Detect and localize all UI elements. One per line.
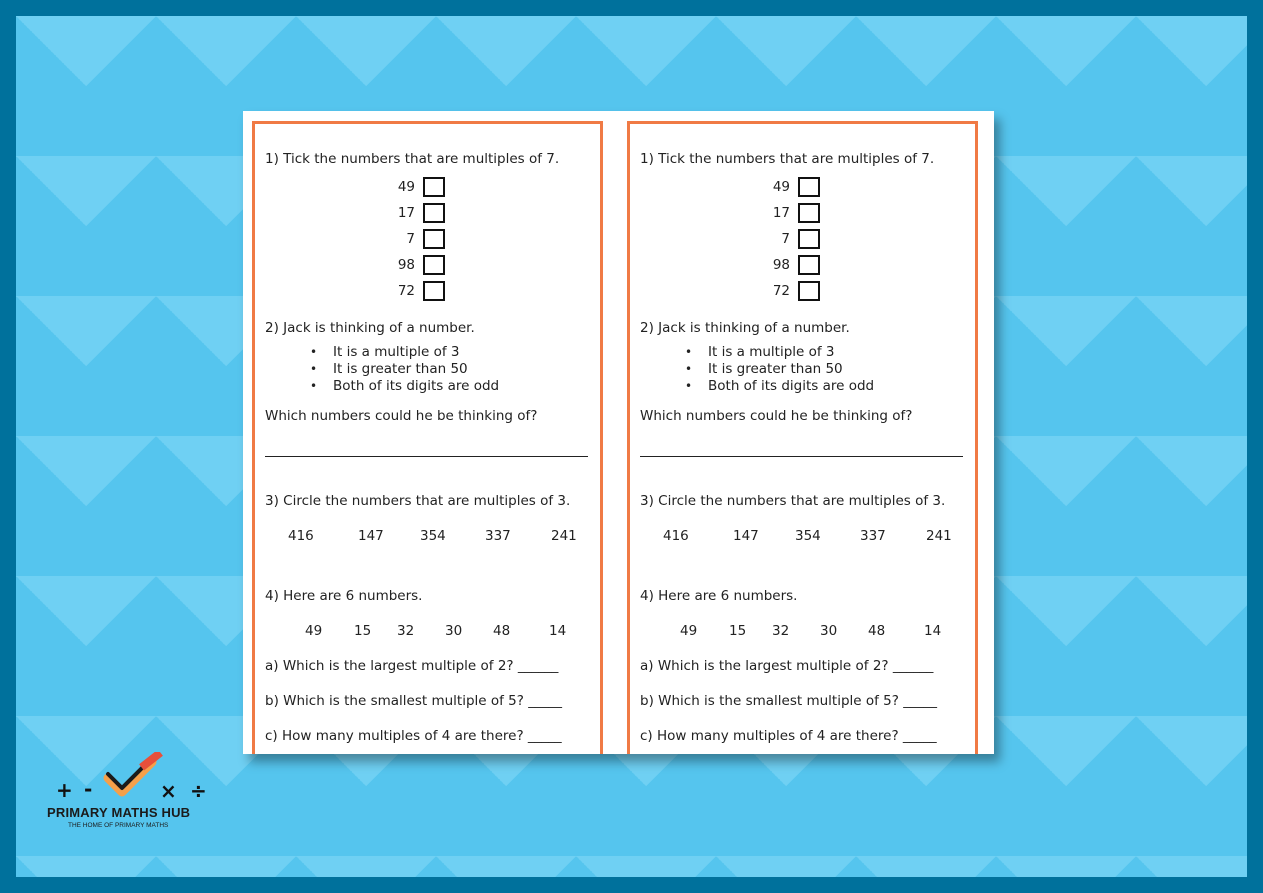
tick-row (750, 203, 820, 225)
question-1-text: 1) Tick the numbers that are multiples of 7. (265, 151, 560, 167)
circle-number: 147 (358, 528, 384, 544)
which-numbers-prompt: Which numbers could he be thinking of? (640, 408, 913, 424)
plus-icon: + (56, 778, 73, 802)
tick-number: 49 (772, 179, 790, 195)
six-number: 32 (397, 623, 415, 639)
circle-number: 354 (795, 528, 821, 544)
tick-number: 98 (397, 257, 415, 273)
tick-checkbox[interactable] (423, 203, 445, 223)
question-2-text: 2) Jack is thinking of a number. (265, 320, 475, 336)
circle-number: 416 (663, 528, 689, 544)
multiply-icon: × (160, 779, 177, 803)
tick-row (375, 203, 445, 225)
six-number: 32 (772, 623, 790, 639)
circle-number: 241 (551, 528, 577, 544)
six-number: 49 (680, 623, 698, 639)
tick-row (375, 177, 445, 199)
tick-checkbox[interactable] (423, 177, 445, 197)
worksheet-sheet (243, 111, 994, 754)
question-3-text: 3) Circle the numbers that are multiples of 3. (265, 493, 571, 509)
logo-title: PRIMARY MATHS HUB (47, 805, 191, 820)
tick-row (750, 177, 820, 199)
circle-number: 416 (288, 528, 314, 544)
tick-number: 17 (397, 205, 415, 221)
answer-line (265, 456, 588, 457)
six-number: 15 (354, 623, 372, 639)
tick-number: 17 (772, 205, 790, 221)
six-number: 14 (549, 623, 567, 639)
clue-list (685, 344, 874, 395)
circle-number: 337 (860, 528, 886, 544)
logo-subtitle: THE HOME OF PRIMARY MATHS (68, 822, 169, 829)
tick-row (375, 281, 445, 303)
question-2-text: 2) Jack is thinking of a number. (640, 320, 850, 336)
question-4-text: 4) Here are 6 numbers. (640, 588, 798, 604)
tick-row (375, 229, 445, 251)
tick-checkbox[interactable] (423, 281, 445, 301)
circle-number: 337 (485, 528, 511, 544)
question-4-text: 4) Here are 6 numbers. (265, 588, 423, 604)
tick-checkbox[interactable] (798, 255, 820, 275)
question-4b-text: b) Which is the smallest multiple of 5? _____ (640, 693, 937, 709)
tick-number: 72 (397, 283, 415, 299)
clue-item: • Both of its digits are odd (685, 378, 874, 395)
tick-checkbox[interactable] (798, 203, 820, 223)
tick-number: 7 (781, 231, 790, 247)
circle-number: 354 (420, 528, 446, 544)
worksheet-card-left (252, 121, 603, 754)
tick-row (750, 255, 820, 277)
clue-item: • It is a multiple of 3 (310, 344, 499, 361)
six-number: 30 (820, 623, 838, 639)
six-number: 30 (445, 623, 463, 639)
worksheet-card-right (627, 121, 978, 754)
question-4a-text: a) Which is the largest multiple of 2? ______ (265, 658, 559, 674)
tick-number: 49 (397, 179, 415, 195)
tick-row (750, 229, 820, 251)
tick-row (750, 281, 820, 303)
tick-checkbox[interactable] (798, 177, 820, 197)
six-number: 49 (305, 623, 323, 639)
circle-number: 241 (926, 528, 952, 544)
divide-icon: ÷ (190, 779, 207, 803)
clue-item: • It is greater than 50 (310, 361, 499, 378)
question-4c-text: c) How many multiples of 4 are there? _____ (265, 728, 562, 744)
primary-maths-hub-logo (44, 752, 224, 832)
tick-checkbox[interactable] (423, 229, 445, 249)
tick-checkbox[interactable] (798, 229, 820, 249)
question-4c-text: c) How many multiples of 4 are there? _____ (640, 728, 937, 744)
tick-checkbox[interactable] (423, 255, 445, 275)
circle-number: 147 (733, 528, 759, 544)
six-number: 14 (924, 623, 942, 639)
question-1-text: 1) Tick the numbers that are multiples of 7. (640, 151, 935, 167)
six-number: 48 (868, 623, 886, 639)
tick-number: 72 (772, 283, 790, 299)
clue-list (310, 344, 499, 395)
question-4b-text: b) Which is the smallest multiple of 5? _____ (265, 693, 562, 709)
tick-row (375, 255, 445, 277)
minus-icon: - (84, 777, 93, 801)
clue-item: • It is greater than 50 (685, 361, 874, 378)
logo-icon (44, 752, 224, 804)
question-4a-text: a) Which is the largest multiple of 2? ______ (640, 658, 934, 674)
which-numbers-prompt: Which numbers could he be thinking of? (265, 408, 538, 424)
answer-line (640, 456, 963, 457)
tick-number: 7 (406, 231, 415, 247)
question-3-text: 3) Circle the numbers that are multiples of 3. (640, 493, 946, 509)
tick-checkbox[interactable] (798, 281, 820, 301)
tick-number: 98 (772, 257, 790, 273)
six-number: 15 (729, 623, 747, 639)
clue-item: • It is a multiple of 3 (685, 344, 874, 361)
six-number: 48 (493, 623, 511, 639)
clue-item: • Both of its digits are odd (310, 378, 499, 395)
